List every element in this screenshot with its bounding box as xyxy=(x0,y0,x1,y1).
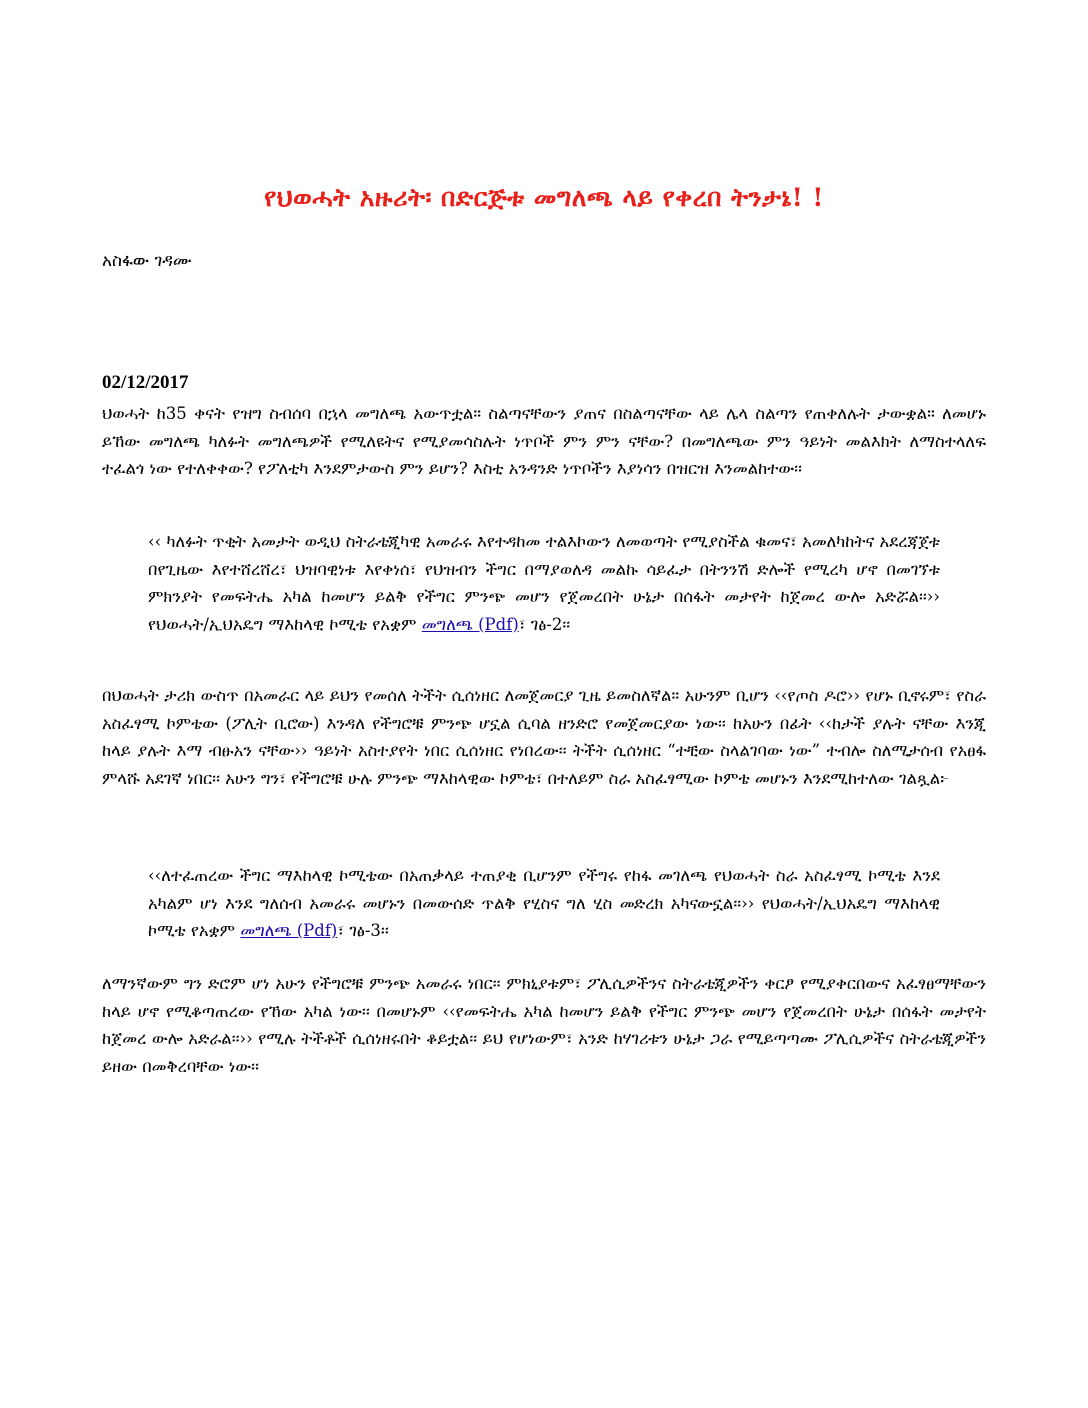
quote-2-suffix: ፣ ገፅ-3፡፡ xyxy=(337,921,389,940)
article-title: የህወሓት አዙሪት፡ በድርጅቱ መግለጫ ላይ የቀረበ ትንታኔ! ! xyxy=(264,183,824,212)
quote-1-suffix: ፣ ገፅ-2፡፡ xyxy=(518,614,571,634)
quote-1-text: ‹‹ ካለፉት ጥቂት አመታት ወዲህ ስትራቴጂካዊ አመራሩ እየተዳከመ ተልእኮውን ለመወጣት የሚያስችል ቁመና፣ አመለካከትና አደረጃጀቱ በየጊዜው እየተሸረሸረ፣ ህዝባዊነቱ እየቀነሰ፣ የህዝብን ችግር በማያወለዳ መልኩ ሳይፈታ በትንንሽ ድሎች የሚረካ ሆኖ በመገኘቱ ምክንያት የመፍትሔ አካል ከመሆን ይልቅ የችግር ምንጭ መሆን የጀመረበት ሁኔታ በሰፋት መታየት ከጀመረ ውሎ አድሯል፡፡›› የህወሓት/ኢህአዴግ ማእከላዊ ኮሚቴ የአቋም xyxy=(148,532,940,634)
statement-pdf-link-1[interactable]: መግለጫ (Pdf) xyxy=(421,614,519,634)
paragraph-3: ለማንኛውም ግን ድሮም ሆነ አሁን የችግሮቹ ምንጭ አመራሩ ነበር፡፡ ምክኒያቱም፣ ፖሊሲዎችንና ስትራቴጂዎችን ቀርፆ የሚያቀርበውና አፈፃፀማቸውን ከላይ ሆኖ የሚቆጣጠረው የኸው አካል ነው፡፡ በመሆኑም ‹‹የመፍትሔ አካል ከመሆን ይልቅ የችግር ምንጭ መሆን የጀመረበት ሁኔታ በሰፋት መታየት ከጀመረ ውሎ አድራል፡፡›› የሚሉ ትችቶች ሲሰነዘሩበት ቆይቷል፡፡ ይህ የሆነውም፣ አንድ ከሃገሪቱን ሁኔታ ጋራ የሚይጣጣሙ ፖሊሲዎችና ስትራቴጂዎችን ይዘው በመቅረባቸው ነው፡፡ xyxy=(102,974,986,1076)
quote-2-text: ‹‹ለተፈጠረው ችግር ማእከላዊ ኮሚቴው በአጠቃላይ ተጠያቂ ቢሆንም የችግሩ የከፋ መገለጫ የህወሓት ስራ አስፈፃሚ ኮሚቴ እንደ አካልም ሆነ እንደ ግለሰብ አመራሩ መሆኑን በመውሰድ ጥልቅ የሂስና ግለ ሂስ መድረክ አካናውኗል፡፡›› የህወሓት/ኢህአዴግ ማእከላዊ ኮሚቴ የአቋም xyxy=(148,866,940,940)
block-quote-2 xyxy=(148,862,940,945)
publication-date: 02/12/2017 xyxy=(102,372,189,393)
author-name: አስፋው ገዳሙ xyxy=(102,251,192,271)
block-quote-1 xyxy=(148,528,940,638)
paragraph-2: በህወሓት ታሪክ ውስጥ በአመራር ላይ ይህን የመሰለ ትችት ሲሰነዘር ለመጀመርያ ጊዜ ይመስለኛል። አሁንም ቢሆን ‹‹የጦስ ዶሮ›› የሆኑ ቢኖሩም፣ የስራ አስፈፃሚ ኮምቴው (ፖሊት ቢሮው) እንዳለ የችግሮቹ ምንጭ ሆኗል ሲባል ዘንድሮ የመጀመርያው ነው፡፡ ከአሁን በፊት ‹‹ከታች ያሉት ናቸው እንጂ ከላይ ያሉት እማ ብፁአን ናቸው›› ዓይነት አስተያየት ነበር ሲሰነዘር የነበረው፡፡ ትችት ሲሰነዘር “ተቺው ስላልገባው ነው” ተብሎ ስለሚታሰብ የአፀፋ ምላሹ አደገኛ ነበር፡፡ አሁን ግን፣ የችግሮቹ ሁሉ ምንጭ ማእከላዊው ኮምቴ፣ በተለይም ስራ አስፈፃሚው ኮምቴ መሆኑን እንደሚከተለው ገልጿል፦ xyxy=(102,686,986,788)
statement-pdf-link-2[interactable]: መግለጫ (Pdf) xyxy=(240,921,338,940)
paragraph-1: ህወሓት ከ35 ቀናት የዝግ ስብሰባ በኋላ መግለጫ አውጥቷል። ስልጣናቸውን ያጠና በስልጣናቸው ላይ ሌላ ስልጣን የጠቀለሉት ታውቋል። ለመሆኑ ይኸው መግለጫ ካለፉት መግለጫዎች የሚለዩትና የሚያመሳስሉት ነጥቦች ምን ምን ናቸው? በመግለጫው ምን ዓይነት መልእክት ለማስተላለፍ ተፈልጎ ነው የተለቀቀው? የፖለቲካ እንደምታውስ ምን ይሆን? እስቲ አንዳንድ ነጥቦችን እያነሳን በዝርዝ እንመልከተው፡፡ xyxy=(102,404,986,478)
